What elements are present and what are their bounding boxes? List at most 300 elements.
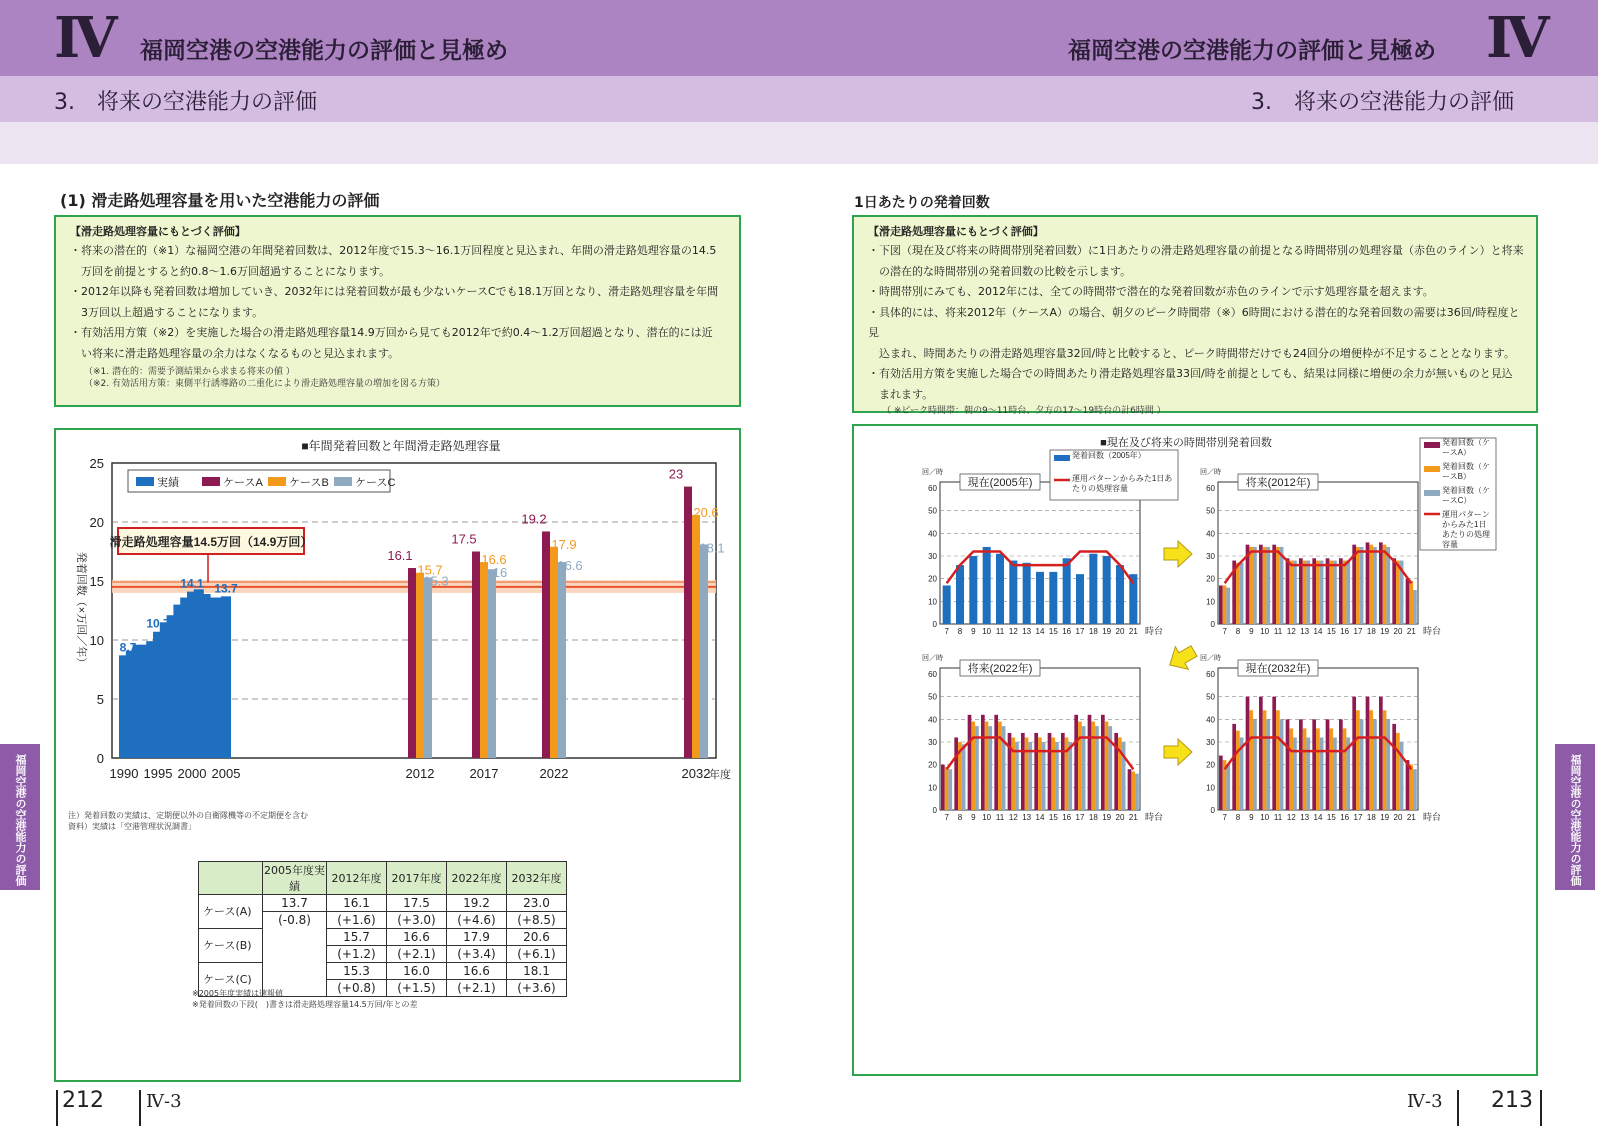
page-ref-left: Ⅳ-3 [146,1091,182,1112]
hourly-bar [1272,545,1276,624]
x-axis-label: 年度 [709,769,731,781]
hourly-bar [1326,558,1330,624]
hourly-bar [1280,547,1284,624]
hourly-bar [1266,719,1270,810]
forecast-table [198,861,567,997]
forecast-data-label: 19.2 [521,511,547,527]
legend-label: 運用パターンからみた1日あたりの処理容量 [1442,510,1490,549]
actual-data-label: 8.7 [119,640,137,655]
hourly-bar [1023,563,1031,624]
x-axis-label: 時台 [1423,626,1442,636]
table-cell: (+3.6) [507,980,567,997]
hourly-bar [1036,572,1044,624]
legend-label: 発着回数（ケースC） [1442,486,1490,505]
y-tick-label: 20 [928,760,937,770]
hourly-bar [1219,585,1223,624]
x-tick-label: 2000 [177,766,207,781]
box-note-line: （ ※ピーク時間帯：朝の9〜11時台、夕方の17〜19時台の計6時間 ） [882,406,1166,416]
forecast-data-label: 16 [492,565,508,581]
legend-label-wrap [1072,451,1176,475]
table-header-cell: 2005年度実績 [263,862,327,895]
legend-label: 発着回数（ケースA） [1442,438,1490,457]
hourly-bar [1320,737,1324,810]
x-tick-label: 18 [1366,813,1376,822]
x-tick-label: 7 [1222,813,1227,822]
box-text-line: 込まれ、時間あたりの滑走路処理容量32回/時と比較すると、ピーク時間帯だけでも24回分の増便枠が不足することとなります。 [868,346,1516,360]
hourly-bar [1373,719,1377,810]
y-tick-label: 0 [932,806,937,815]
page-rule-left-2 [139,1090,141,1126]
hourly-bar [1021,733,1025,810]
y-tick-label: 20 [928,574,937,584]
legend-swatch [1054,455,1070,461]
table-row-label: ケース(A) [199,895,263,929]
x-tick-label: 8 [1235,813,1241,822]
hourly-bar [1226,765,1230,810]
table-cell: 17.5 [387,895,447,912]
hourly-bar [1303,561,1307,624]
x-tick-label: 13 [1022,813,1032,822]
hourly-bar [1406,579,1410,624]
table-cell: 13.7 [263,895,327,912]
chart-note-line: 資料）実績は「空港管理状況調書」 [68,822,196,831]
right-chart-frame [852,424,1538,1076]
x-tick-label: 2012 [405,766,435,781]
hourly-bar [1236,731,1240,810]
hourly-bar [1128,769,1132,810]
x-tick-label: 16 [1340,627,1350,636]
y-tick-label: 30 [1206,552,1215,561]
hourly-bar [1356,710,1360,810]
hourly-bar [1379,697,1383,810]
x-tick-label: 18 [1088,627,1098,636]
x-tick-label: 20 [1115,627,1125,636]
forecast-bar [488,569,496,758]
hourly-bar [1236,563,1240,624]
forecast-bar [480,562,488,758]
hourly-bar [1266,547,1270,624]
hourly-bar [1259,545,1263,624]
forecast-data-label: 23 [668,466,684,482]
box-text-line: 3万回以上超過することになります。 [70,305,264,319]
hourly-bar [1253,719,1257,810]
hourly-bar [1009,561,1017,624]
hourly-bar [1379,542,1383,624]
x-tick-label: 20 [1115,813,1125,822]
table-cell: (+1.2) [327,946,387,963]
table-cell: (+1.6) [327,912,387,929]
table-cell: (+2.1) [447,980,507,997]
panel-title: 現在(2032年) [1245,663,1311,675]
right-box-heading: 【滑走路処理容量にもとづく評価】 [868,225,1044,238]
hourly-bar [1253,547,1257,624]
hourly-bar [1373,547,1377,624]
hourly-bar [1276,547,1280,624]
legend-swatch [268,477,286,486]
hourly-movements-chart [854,426,1536,826]
legend-label: ケースA [223,477,263,489]
hourly-bar [985,722,989,810]
y-tick-label: 60 [1206,670,1215,679]
hourly-bar [1333,561,1337,624]
hourly-bar [1386,719,1390,810]
chapter-number-right: Ⅳ [1486,5,1550,71]
x-tick-label: 2005 [211,766,241,781]
table-cell: (+3.0) [387,912,447,929]
hourly-bar [1219,756,1223,810]
x-tick-label: 14 [1313,627,1323,636]
legend-label-wrap [1442,510,1494,550]
box-note-line: （※1. 潜在的：需要予測結果から求まる将来の値 ） [84,367,295,377]
x-tick-label: 11 [1273,627,1283,636]
hourly-bar [1131,771,1135,810]
hourly-bar [1316,561,1320,624]
forecast-data-label: 20.6 [693,504,719,520]
box-note-line: （※2. 有効活用方策：東側平行誘導路の二重化により滑走路処理容量の増加を図る方策） [84,379,445,389]
forecast-bar [424,577,432,758]
table-header-cell: 2022年度 [447,862,507,895]
y-tick-label: 50 [928,692,937,702]
hourly-bar [1061,733,1065,810]
table-row [199,895,567,912]
x-tick-label: 9 [1249,813,1254,822]
forecast-data-label: 16.6 [481,552,507,568]
hourly-bar [1299,558,1303,624]
table-cell: (+0.8) [327,980,387,997]
table-cell: (+3.4) [447,946,507,963]
y-tick-label: 20 [89,515,104,530]
table-cell: 17.9 [447,929,507,946]
hourly-bar [943,585,951,624]
hourly-panel [1200,653,1441,822]
table-header-row [199,862,567,895]
hourly-bar [1383,710,1387,810]
y-axis-label: 回／時 [922,469,943,476]
legend-swatch [1424,466,1440,472]
hourly-bar [971,722,975,810]
y-tick-label: 0 [96,751,104,766]
x-tick-label: 21 [1128,813,1138,822]
table-cell: (+1.5) [387,980,447,997]
x-tick-label: 8 [1235,627,1241,636]
legend-label-wrap [1442,486,1494,510]
forecast-bar [550,547,558,758]
hourly-bar [1356,547,1360,624]
x-tick-label: 14 [1313,813,1323,822]
hourly-bar [1312,558,1316,624]
hourly-bar [996,554,1004,624]
table-cell: 19.2 [447,895,507,912]
y-tick-label: 10 [928,783,937,793]
section-title-left: 3. 将来の空港能力の評価 [54,90,317,115]
hourly-bar [1272,697,1276,810]
forecast-data-label: 17.5 [451,531,477,547]
hourly-bar [1409,581,1413,624]
y-tick-label: 40 [928,715,937,725]
hourly-bar [1346,561,1350,624]
box-text-line: い将来に滑走路処理容量の余力はなくなるものと見込まれます。 [70,346,400,360]
legend-swatch [136,477,154,486]
x-tick-label: 13 [1022,627,1032,636]
hourly-bar [981,715,985,810]
hourly-bar [1413,769,1417,810]
side-tab-right: 福岡空港の空港能力の評価 [1555,744,1595,890]
y-tick-label: 30 [1206,738,1215,747]
forecast-data-label: 16.6 [557,558,583,574]
forecast-data-label: 18.1 [699,540,725,556]
y-tick-label: 5 [96,692,104,707]
hourly-bar [945,767,949,810]
hourly-bar [1116,565,1124,624]
y-tick-label: 20 [1206,574,1215,584]
chart-note-line: 注）発着回数の実績は、定期便以外の自衛隊機等の不定期便を含む [68,811,308,820]
table-note-line: ※発着回数の下段( )書きは滑走路処理容量14.5万回/年との差 [192,1000,418,1009]
y-tick-label: 10 [89,633,104,648]
x-tick-label: 19 [1102,813,1112,822]
forecast-data-label: 15.3 [423,573,449,589]
hourly-bar [1286,719,1290,810]
box-text-line: ・将来の潜在的（※1）な福岡空港の年間発着回数は、2012年度で15.3〜16.1万回程度と見込まれ、年間の滑走路処理容量の14.5 [70,244,717,257]
x-tick-label: 14 [1035,627,1045,636]
side-tab-left: 福岡空港の空港能力の評価 [0,744,40,890]
forecast-bar [684,487,692,758]
panel-title: 将来(2012年) [1245,477,1311,489]
box-text-line: ・下図（現在及び将来の時間帯別発着回数）に1日あたりの滑走路処理容量の前提となる時間帯別の処理容量（赤色のライン）と将来 [868,244,1524,257]
table-cell: 16.6 [387,929,447,946]
x-tick-label: 16 [1062,813,1072,822]
table-header-cell [199,862,263,895]
page-ref-right: Ⅳ-3 [1407,1091,1443,1112]
x-tick-label: 13 [1300,627,1310,636]
hourly-bar [1392,558,1396,624]
y-tick-label: 10 [1206,783,1215,793]
x-tick-label: 12 [1008,813,1018,822]
table-cell: (+2.1) [387,946,447,963]
right-subsection-title: 1日あたりの発着回数 [854,195,990,211]
table-cell: 16.6 [447,963,507,980]
y-tick-label: 60 [928,670,937,679]
chapter-title-left: 福岡空港の空港能力の評価と見極め [140,38,508,64]
hourly-bar [1051,737,1055,810]
hourly-bar [1352,697,1356,810]
hourly-bar [1316,728,1320,810]
y-tick-label: 0 [1210,620,1215,629]
hourly-bar [1339,558,1343,624]
box-text-line: ・具体的には、将来2012年（ケースA）の場合、朝夕のピーク時間帯（※）6時間における潜在的な発着回数の需要は36回/時程度と見 [868,305,1520,339]
left-box-heading: 【滑走路処理容量にもとづく評価】 [70,225,246,238]
hourly-bar [948,769,952,810]
hourly-bar [1369,545,1373,624]
table-cell-empty [263,929,327,997]
hourly-bar [1286,558,1290,624]
hourly-bar [962,744,966,810]
x-tick-label: 19 [1380,627,1390,636]
box-text-line: ・2012年以降も発着回数は増加していき、2032年には発着回数が最も少ないケースCでも18.1万回となり、滑走路処理容量を年間 [70,285,719,298]
page-number-left: 212 [62,1088,104,1113]
table-cell: 16.0 [387,963,447,980]
hourly-bar [1392,724,1396,810]
y-tick-label: 60 [928,484,937,493]
hourly-bar [1329,561,1333,624]
y-axis-label: 回／時 [1200,655,1221,662]
table-cell: 18.1 [507,963,567,980]
capacity-callout-label: 滑走路処理容量14.5万回（14.9万回） [109,535,313,549]
hourly-bar [1263,547,1267,624]
actual-data-label: 13.7 [214,581,238,596]
hourly-bar [1105,722,1109,810]
page-rule-right-2 [1540,1090,1542,1126]
arrow-icon [1163,640,1200,677]
table-cell: (+6.1) [507,946,567,963]
actual-data-label: 14.1 [180,576,204,591]
y-tick-label: 50 [1206,692,1215,702]
hourly-bar [1240,563,1244,624]
hourly-bar [1048,733,1052,810]
annual-movements-chart [56,430,739,815]
chapter-title-right: 福岡空港の空港能力の評価と見極め [1068,38,1436,64]
box-text-line: ・時間帯別にみても、2012年には、全ての時間帯で潜在的な発着回数が赤色のラインで示す処理容量を超えます。 [868,285,1434,298]
x-tick-label: 12 [1286,627,1296,636]
hourly-bar [983,547,991,624]
hourly-bar [1369,710,1373,810]
x-tick-label: 17 [1353,813,1363,822]
forecast-data-label: 16.1 [387,548,413,564]
hourly-bar [1078,722,1082,810]
hourly-bar [1409,765,1413,810]
hourly-bar [1383,545,1387,624]
x-tick-label: 20 [1393,813,1403,822]
y-tick-label: 40 [1206,529,1215,539]
hourly-bar [1360,547,1364,624]
hourly-bar [968,715,972,810]
hourly-bar [1025,737,1029,810]
table-cell: (+8.5) [507,912,567,929]
legend-label-wrap [1442,438,1494,462]
legend-swatch [1424,490,1440,496]
right-box-items [868,241,1526,405]
x-tick-label: 10 [1260,627,1270,636]
hourly-bar [1339,719,1343,810]
hourly-bar [1360,719,1364,810]
table-cell: (-0.8) [263,912,327,929]
x-tick-label: 11 [995,813,1005,822]
hourly-bar [1396,733,1400,810]
left-box-notes [70,366,729,390]
hourly-bar [956,565,964,624]
legend-swatch [202,477,220,486]
x-tick-label: 10 [982,627,992,636]
hourly-bar [954,737,958,810]
hourly-panel [1200,467,1441,636]
chart-title: ■年間発着回数と年間滑走路処理容量 [301,439,501,453]
table-header-cell: 2012年度 [327,862,387,895]
y-tick-label: 25 [89,456,104,471]
hourly-bar [1326,719,1330,810]
hourly-bar [1293,561,1297,624]
legend-label: 発着回数（2005年） [1072,451,1146,460]
hourly-bar [1413,590,1417,624]
table-header-cell: 2017年度 [387,862,447,895]
hourly-bar [1226,588,1230,624]
page-number-right: 213 [1491,1088,1533,1113]
hourly-bar [1091,722,1095,810]
hourly-bar [994,715,998,810]
x-tick-label: 18 [1088,813,1098,822]
box-text-line: の潜在的な時間帯別の発着回数の比較を示します。 [868,264,1132,278]
y-axis-label: 発着回数（×万回／年） [75,551,87,669]
y-tick-label: 15 [89,574,104,589]
x-tick-label: 7 [944,813,949,822]
hourly-bar [1289,728,1293,810]
legend-label: ケースB [289,477,329,489]
left-evaluation-box [54,215,741,407]
actual-bar [221,596,231,758]
x-tick-label: 20 [1393,627,1403,636]
x-tick-label: 15 [1326,813,1336,822]
x-tick-label: 15 [1326,627,1336,636]
x-tick-label: 13 [1300,813,1310,822]
x-tick-label: 10 [982,813,992,822]
x-tick-label: 7 [944,627,949,636]
legend-label-wrap [1072,474,1176,500]
hourly-bar [1312,719,1316,810]
forecast-data-label: 15.7 [417,562,443,578]
page-rule-right [1457,1090,1459,1126]
left-box-items [70,241,729,364]
x-tick-label: 19 [1380,813,1390,822]
hourly-bar [1038,737,1042,810]
table-header-cell: 2032年度 [507,862,567,895]
y-tick-label: 10 [1206,597,1215,607]
x-tick-label: 12 [1008,627,1018,636]
hourly-bar [1063,558,1071,624]
x-tick-label: 16 [1340,813,1350,822]
right-box-notes [868,405,1526,417]
hourly-bar [1076,574,1084,624]
y-tick-label: 20 [1206,760,1215,770]
x-tick-label: 1995 [143,766,173,781]
legend-label: 運用パターンからみた1日あたりの処理容量 [1072,474,1173,493]
box-text-line: 万回を前提とすると約0.8〜1.6万回超過することになります。 [70,264,391,278]
left-subsection-title: (1) 滑走路処理容量を用いた空港能力の評価 [60,191,380,210]
x-tick-label: 17 [1075,813,1085,822]
forecast-bar [408,568,416,758]
hourly-bar [1289,561,1293,624]
legend-swatch [1424,442,1440,448]
chapter-number-left: Ⅳ [54,5,118,71]
hourly-bar [1366,697,1370,810]
table-row [199,963,567,980]
legend-future [1420,438,1496,550]
chart-notes [68,810,308,832]
x-tick-label: 2022 [539,766,569,781]
hourly-bar [1306,737,1310,810]
hourly-bar [1089,554,1097,624]
x-tick-label: 8 [957,813,963,822]
table-cell: 15.3 [327,963,387,980]
hourly-bar [1396,561,1400,624]
actual-data-label: 10.7 [146,616,170,631]
forecast-bar [416,573,424,758]
hourly-bar [1299,719,1303,810]
box-text-line: ・有効活用方策を実施した場合での時間あたり滑走路処理容量33回/時を前提としても、結果は同様に増便の余力が無いものと見込 [868,367,1513,380]
hourly-bar [1049,572,1057,624]
hourly-bar [1135,774,1139,810]
table-row-label: ケース(C) [199,963,263,997]
hourly-bar [1293,737,1297,810]
forecast-bar [700,544,708,758]
x-tick-label: 1990 [109,766,139,781]
